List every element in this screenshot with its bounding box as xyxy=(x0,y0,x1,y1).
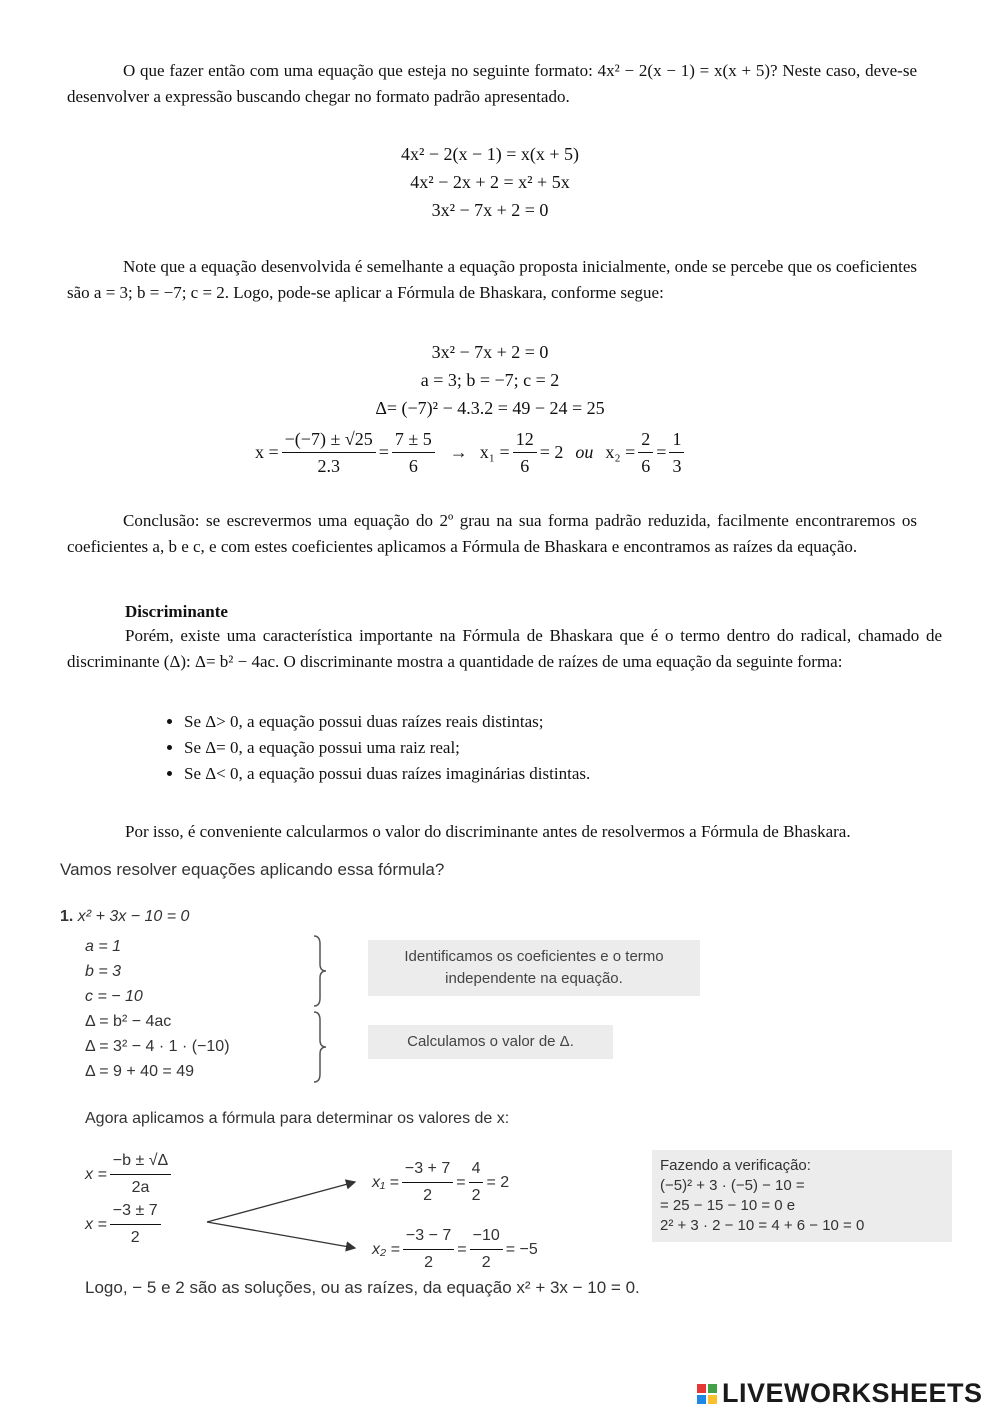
fraction-4-num: 2 xyxy=(638,428,653,453)
delta-note-text: Calculamos o valor de Δ. xyxy=(407,1033,574,1050)
fraction-1-num: −(−7) ± √25 xyxy=(282,428,376,453)
bhaskara-line-1: 3x² − 7x + 2 = 0 xyxy=(431,342,549,362)
dev-line-1: 4x² − 2(x − 1) = x(x + 5) xyxy=(401,144,579,164)
x1-fraction-2 xyxy=(469,1158,484,1207)
step-delta-result: Δ = 9 + 40 = 49 xyxy=(85,1063,194,1080)
ou-word: ou xyxy=(575,442,594,462)
formula-den: 2a xyxy=(131,1179,150,1196)
discriminant-text: Porém, existe uma característica importante na Fórmula de Bhaskara que é o termo dentro do radical, chamado de discriminante (Δ): Δ= b² − 4ac. O discriminante mostra a quantidade de raízes de uma equação da seguinte forma: xyxy=(67,626,942,671)
step-b: b = 3 xyxy=(85,963,122,980)
fraction-3-num: 12 xyxy=(513,428,537,453)
discriminant-bullets xyxy=(138,710,884,788)
fraction-3 xyxy=(513,428,537,477)
verification-box xyxy=(652,1150,952,1242)
formula2-x-label: x = xyxy=(85,1215,107,1233)
x2-den1: 2 xyxy=(424,1254,434,1271)
exercise-prompt: Vamos resolver equações aplicando essa fórmula? xyxy=(60,860,445,879)
fraction-2-num: 7 ± 5 xyxy=(392,428,435,453)
formula-num: −b ± √Δ xyxy=(110,1150,171,1175)
exercise-equation-row xyxy=(60,908,189,926)
step-delta-sub: Δ = 3² − 4 · 1 · (−10) xyxy=(85,1038,230,1055)
fraction-1 xyxy=(282,428,376,477)
x1-solution: x₁ = $\frac{-3 + 7}{2}$ = $\frac{4}{2}$ = 2 xyxy=(372,1158,509,1207)
exercise-steps xyxy=(85,934,230,1084)
branch-arrows-icon xyxy=(205,1170,365,1255)
x1-den2: 2 xyxy=(471,1187,481,1204)
apply-sentence: Agora aplicamos a fórmula para determinar os valores de x: xyxy=(85,1110,510,1127)
formula-x-label: x = xyxy=(85,1165,107,1183)
intro-text: O que fazer então com uma equação que esteja no seguinte formato: 4x² − 2(x − 1) = x(x + 5)? Neste caso, deve-se desenvolver a expressão buscando chegar no formato padrão apresentado. xyxy=(67,61,917,106)
liveworksheets-watermark xyxy=(696,1378,983,1409)
x1-label: x₁ = xyxy=(479,442,510,462)
verification-title: Fazendo a verificação: xyxy=(660,1157,811,1174)
x2-den2: 2 xyxy=(481,1254,491,1271)
x2-solution: x₂ = $\frac{-3 - 7}{2}$ = $\frac{-10}{2}$ = −5 xyxy=(372,1225,538,1274)
fraction-5 xyxy=(669,428,684,477)
x1-num1: −3 + 7 xyxy=(402,1158,453,1183)
fraction-5-den: 3 xyxy=(672,456,682,476)
formula2-fraction xyxy=(110,1200,161,1249)
x2-fraction-1 xyxy=(403,1225,454,1274)
dev-line-3: 3x² − 7x + 2 = 0 xyxy=(431,200,549,220)
fraction-2-den: 6 xyxy=(408,456,418,476)
x2-sol-result: = −5 xyxy=(505,1240,538,1258)
verification-line: = 25 − 15 − 10 = 0 e xyxy=(660,1197,796,1214)
x2-fraction-2 xyxy=(470,1225,503,1274)
coefficients-note-box xyxy=(368,940,700,996)
x-label: x = xyxy=(255,442,279,462)
discriminant-heading: Discriminante xyxy=(125,602,228,621)
note-text: Note que a equação desenvolvida é semelhante a equação proposta inicialmente, onde se percebe que os coeficientes são a = 3; b = −7; c = 2. Logo, pode-se aplicar a Fórmula de Bhaskara, conforme segue: xyxy=(67,257,917,302)
discriminant-closing: Por isso, é conveniente calcularmos o valor do discriminante antes de resolvermos a Fórmula de Bhaskara. xyxy=(125,822,851,841)
discriminant-paragraph xyxy=(67,623,942,675)
x2-sol-label: x₂ = xyxy=(372,1240,400,1258)
substituted-formula xyxy=(85,1200,164,1249)
x1-result: = 2 xyxy=(539,442,564,462)
formula2-num: −3 ± 7 xyxy=(110,1200,161,1225)
fraction-4 xyxy=(638,428,653,477)
bullet-item: • Se Δ< 0, a equação possui duas raízes imaginárias distintas. xyxy=(184,762,884,786)
liveworksheets-text: LIVEWORKSHEETS xyxy=(722,1378,983,1408)
conclusion-text: Conclusão: se escrevermos uma equação do 2º grau na sua forma padrão reduzida, facilmente encontraremos os coeficientes a, b e c, e com estes coeficientes aplicamos a Fórmula de Bhaskara e encontramos as raízes da equação. xyxy=(67,511,917,556)
x1-den1: 2 xyxy=(423,1187,432,1204)
liveworksheets-logo-icon xyxy=(696,1383,718,1405)
x1-sol-label: x₁ = xyxy=(372,1173,399,1191)
x1-fraction-1 xyxy=(402,1158,453,1207)
dev-line-2: 4x² − 2x + 2 = x² + 5x xyxy=(410,172,570,192)
note-paragraph xyxy=(67,254,917,306)
exercise-number: 1. xyxy=(60,908,74,925)
development-equations xyxy=(290,140,690,224)
general-formula xyxy=(85,1150,174,1199)
intro-paragraph xyxy=(67,58,917,110)
equals-2: = xyxy=(656,442,667,462)
step-a: a = 1 xyxy=(85,938,122,955)
coefficients-note-text: Identificamos os coeficientes e o termo independente na equação. xyxy=(404,948,664,987)
equals-1: = xyxy=(378,442,389,462)
bullet-item: • Se Δ> 0, a equação possui duas raízes reais distintas; xyxy=(184,710,884,734)
brace-icon xyxy=(310,1010,330,1084)
bhaskara-line-2: a = 3; b = −7; c = 2 xyxy=(420,370,560,390)
formula-fraction xyxy=(110,1150,171,1199)
brace-icon xyxy=(310,934,330,1008)
fraction-3-den: 6 xyxy=(520,456,530,476)
conclusion-paragraph xyxy=(67,508,917,560)
final-sentence: Logo, − 5 e 2 são as soluções, ou as raízes, da equação x² + 3x − 10 = 0. xyxy=(85,1278,640,1297)
bhaskara-lines xyxy=(290,338,690,422)
fraction-1-den: 2.3 xyxy=(317,456,340,476)
fraction-5-num: 1 xyxy=(669,428,684,453)
x2-num2: −10 xyxy=(470,1225,503,1250)
exercise-equation: x² + 3x − 10 = 0 xyxy=(77,908,190,925)
step-delta-formula: Δ = b² − 4ac xyxy=(85,1013,172,1030)
step-c: c = − 10 xyxy=(85,988,143,1005)
bhaskara-fraction-line xyxy=(255,428,775,477)
verification-line: (−5)² + 3 · (−5) − 10 = xyxy=(660,1177,805,1194)
arrow-right-icon: → xyxy=(449,442,468,462)
fraction-2 xyxy=(392,428,435,477)
fraction-4-den: 6 xyxy=(641,456,651,476)
x1-num2: 4 xyxy=(469,1158,484,1183)
x2-label: x₂ = xyxy=(605,442,636,462)
x2-num1: −3 − 7 xyxy=(403,1225,454,1250)
x1-sol-result: = 2 xyxy=(486,1173,510,1191)
bullet-item: • Se Δ= 0, a equação possui uma raiz real; xyxy=(184,736,884,760)
formula2-den: 2 xyxy=(130,1229,140,1246)
verification-line: 2² + 3 · 2 − 10 = 4 + 6 − 10 = 0 xyxy=(660,1217,865,1234)
delta-note-box xyxy=(368,1025,613,1059)
bhaskara-line-3: Δ= (−7)² − 4.3.2 = 49 − 24 = 25 xyxy=(375,398,605,418)
